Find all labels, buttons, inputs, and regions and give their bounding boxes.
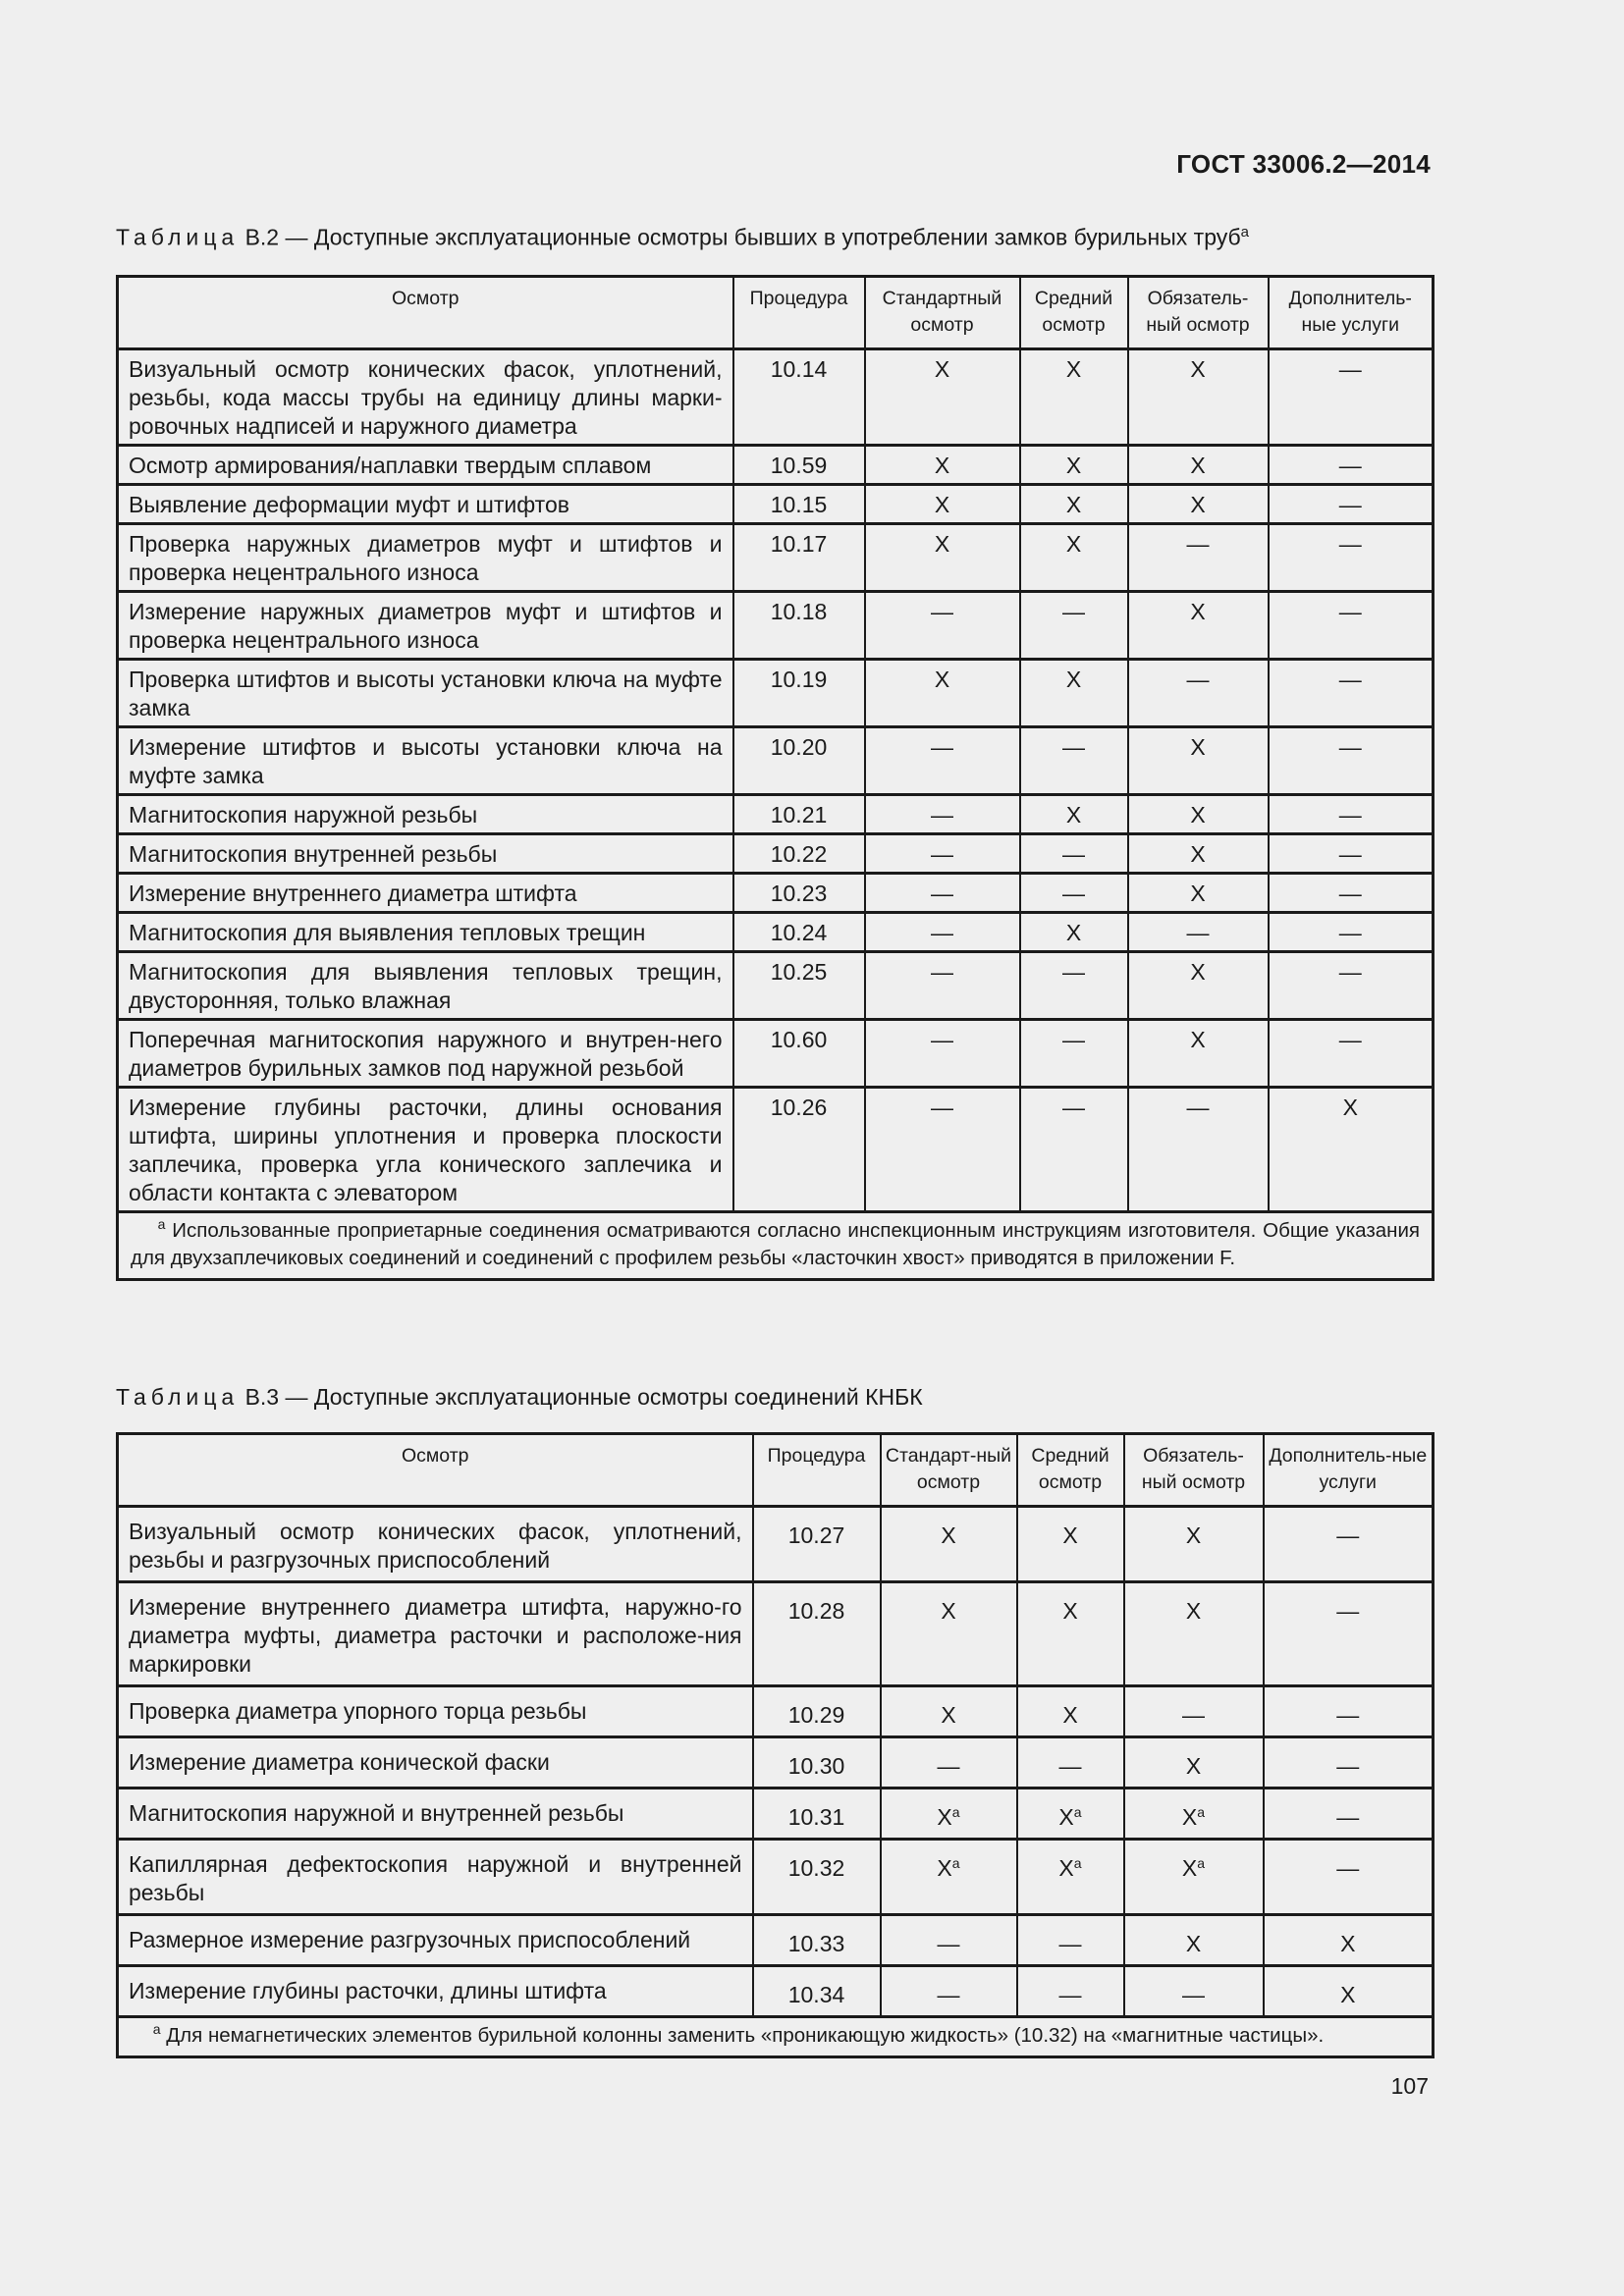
medium-cell: X xyxy=(1020,446,1128,485)
inspection-cell: Магнитоскопия для выявления тепловых трещин, двусторонняя, только влажная xyxy=(118,952,733,1020)
inspection-cell: Выявление деформации муфт и штифтов xyxy=(118,485,733,524)
procedure-cell: 10.15 xyxy=(733,485,865,524)
standard-cell: $X^а$ xyxy=(881,1840,1017,1915)
procedure-cell: 10.19 xyxy=(733,660,865,727)
document-header: ГОСТ 33006.2—2014 xyxy=(1176,149,1431,179)
standard-cell: — xyxy=(865,913,1020,952)
procedure-cell: 10.17 xyxy=(733,524,865,592)
column-header-inspection: Осмотр xyxy=(118,1434,753,1507)
mandatory-cell: X xyxy=(1128,795,1269,834)
table-b2-footnote xyxy=(118,1212,1434,1280)
standard-cell: — xyxy=(881,1966,1017,2017)
footnote-text: Использованные проприетарные соединения осматриваются согласно инспекционным инструкциям изготовителя. Общие указания для двухзаплечиковых соединений и соединений с профилем резьбы «ласточкин хвост» приводятся в приложении F. xyxy=(131,1219,1420,1269)
standard-cell: X xyxy=(865,446,1020,485)
procedure-cell: 10.21 xyxy=(733,795,865,834)
standard-cell: — xyxy=(865,1088,1020,1212)
table-b2-caption-footnote-mark: а xyxy=(1240,224,1250,240)
additional-cell: X xyxy=(1264,1915,1434,1966)
column-header-procedure: Процедура xyxy=(753,1434,881,1507)
inspection-cell: Магнитоскопия внутренней резьбы xyxy=(118,834,733,874)
mandatory-cell: X xyxy=(1128,874,1269,913)
inspection-cell: Магнитоскопия наружной и внутренней резьбы xyxy=(118,1789,753,1840)
medium-cell: — xyxy=(1020,834,1128,874)
procedure-cell: 10.60 xyxy=(733,1020,865,1088)
mandatory-cell: $X^а$ xyxy=(1124,1789,1264,1840)
table-b2-header-row xyxy=(118,277,1434,349)
medium-cell: — xyxy=(1020,727,1128,795)
table-row xyxy=(118,1686,1434,1737)
additional-cell: X xyxy=(1269,1088,1434,1212)
additional-cell: — xyxy=(1269,349,1434,446)
procedure-cell: 10.22 xyxy=(733,834,865,874)
procedure-cell: 10.18 xyxy=(733,592,865,660)
mandatory-cell: X xyxy=(1124,1507,1264,1582)
mandatory-cell: X xyxy=(1128,727,1269,795)
column-header-inspection: Осмотр xyxy=(118,277,733,349)
procedure-cell: 10.31 xyxy=(753,1789,881,1840)
column-header-procedure: Процедура xyxy=(733,277,865,349)
standard-cell: — xyxy=(881,1737,1017,1789)
table-b2-caption-label: Таблица xyxy=(116,224,240,250)
procedure-cell: 10.26 xyxy=(733,1088,865,1212)
mandatory-cell: — xyxy=(1128,913,1269,952)
mandatory-cell: X xyxy=(1128,485,1269,524)
procedure-cell: 10.30 xyxy=(753,1737,881,1789)
standard-cell: X xyxy=(865,349,1020,446)
table-b2-footnote-row xyxy=(118,1212,1434,1280)
procedure-cell: 10.24 xyxy=(733,913,865,952)
procedure-cell: 10.59 xyxy=(733,446,865,485)
table-b3-caption-text: В.3 — Доступные эксплуатационные осмотры соединений КНБК xyxy=(244,1384,923,1410)
table-row xyxy=(118,524,1434,592)
table-row xyxy=(118,1507,1434,1582)
mandatory-cell: — xyxy=(1124,1686,1264,1737)
procedure-cell: 10.32 xyxy=(753,1840,881,1915)
mandatory-cell: — xyxy=(1124,1966,1264,2017)
table-row xyxy=(118,592,1434,660)
mandatory-cell: X xyxy=(1124,1915,1264,1966)
table-row xyxy=(118,485,1434,524)
additional-cell: — xyxy=(1264,1507,1434,1582)
footnote-mark: а xyxy=(157,1216,166,1232)
table-b3-footnote-row xyxy=(118,2017,1434,2057)
mandatory-cell: X xyxy=(1128,592,1269,660)
table-b2 xyxy=(116,275,1435,1281)
footnote-mark: а xyxy=(152,2021,161,2037)
mandatory-cell: X xyxy=(1128,349,1269,446)
table-b3-footnote xyxy=(118,2017,1434,2057)
additional-cell: — xyxy=(1269,795,1434,834)
inspection-cell: Измерение внутреннего диаметра штифта, наружно-го диаметра муфты, диаметра расточки и расположе-ния маркировки xyxy=(118,1582,753,1686)
inspection-cell: Измерение глубины расточки, длины основания штифта, ширины уплотнения и проверка плоскости заплечика, проверка угла конического заплечика и области контакта с элеватором xyxy=(118,1088,733,1212)
standard-cell: X xyxy=(881,1507,1017,1582)
inspection-cell: Визуальный осмотр конических фасок, уплотнений, резьбы, кода массы трубы на единицу длины марки-ровочных надписей и наружного диаметра xyxy=(118,349,733,446)
medium-cell: — xyxy=(1020,1020,1128,1088)
medium-cell: — xyxy=(1020,952,1128,1020)
medium-cell: X xyxy=(1020,349,1128,446)
medium-cell: X xyxy=(1017,1582,1124,1686)
additional-cell: — xyxy=(1269,834,1434,874)
table-row xyxy=(118,834,1434,874)
additional-cell: — xyxy=(1264,1789,1434,1840)
medium-cell: — xyxy=(1020,1088,1128,1212)
column-header-standard: Стандартный осмотр xyxy=(865,277,1020,349)
column-header-medium: Средний осмотр xyxy=(1020,277,1128,349)
standard-cell: — xyxy=(865,874,1020,913)
additional-cell: — xyxy=(1269,524,1434,592)
procedure-cell: 10.33 xyxy=(753,1915,881,1966)
table-row xyxy=(118,1840,1434,1915)
standard-cell: X xyxy=(865,660,1020,727)
additional-cell: — xyxy=(1269,1020,1434,1088)
medium-cell: X xyxy=(1020,524,1128,592)
medium-cell: X xyxy=(1020,913,1128,952)
medium-cell: X xyxy=(1020,795,1128,834)
standard-cell: — xyxy=(881,1915,1017,1966)
table-row xyxy=(118,1789,1434,1840)
table-row xyxy=(118,1582,1434,1686)
table-row xyxy=(118,795,1434,834)
additional-cell: — xyxy=(1269,952,1434,1020)
medium-cell: X xyxy=(1017,1686,1124,1737)
standard-cell: $X^а$ xyxy=(881,1789,1017,1840)
additional-cell: X xyxy=(1264,1966,1434,2017)
mandatory-cell: $X^а$ xyxy=(1124,1840,1264,1915)
table-b3-header-row xyxy=(118,1434,1434,1507)
additional-cell: — xyxy=(1269,874,1434,913)
standard-cell: — xyxy=(865,592,1020,660)
medium-cell: — xyxy=(1017,1915,1124,1966)
table-row xyxy=(118,660,1434,727)
standard-cell: — xyxy=(865,727,1020,795)
inspection-cell: Поперечная магнитоскопия наружного и внутрен-него диаметров бурильных замков под наружной резьбой xyxy=(118,1020,733,1088)
table-row xyxy=(118,446,1434,485)
additional-cell: — xyxy=(1269,592,1434,660)
standard-cell: — xyxy=(865,834,1020,874)
table-row xyxy=(118,874,1434,913)
inspection-cell: Визуальный осмотр конических фасок, уплотнений, резьбы и разгрузочных приспособлений xyxy=(118,1507,753,1582)
procedure-cell: 10.23 xyxy=(733,874,865,913)
table-b3 xyxy=(116,1432,1435,2058)
procedure-cell: 10.20 xyxy=(733,727,865,795)
column-header-medium: Средний осмотр xyxy=(1017,1434,1124,1507)
procedure-cell: 10.34 xyxy=(753,1966,881,2017)
medium-cell: — xyxy=(1020,592,1128,660)
column-header-standard: Стандарт-ный осмотр xyxy=(881,1434,1017,1507)
inspection-cell: Проверка наружных диаметров муфт и штифтов и проверка нецентрального износа xyxy=(118,524,733,592)
additional-cell: — xyxy=(1269,660,1434,727)
mandatory-cell: X xyxy=(1128,1020,1269,1088)
footnote-text: Для немагнетических элементов бурильной колонны заменить «проникающую жидкость» (10.32) на «магнитные частицы». xyxy=(166,2024,1325,2047)
table-row xyxy=(118,1737,1434,1789)
medium-cell: — xyxy=(1020,874,1128,913)
table-row xyxy=(118,1088,1434,1212)
column-header-mandatory: Обязатель-ный осмотр xyxy=(1128,277,1269,349)
inspection-cell: Измерение диаметра конической фаски xyxy=(118,1737,753,1789)
additional-cell: — xyxy=(1264,1686,1434,1737)
additional-cell: — xyxy=(1264,1840,1434,1915)
medium-cell: $X^а$ xyxy=(1017,1840,1124,1915)
column-header-additional: Дополнитель-ные услуги xyxy=(1269,277,1434,349)
inspection-cell: Измерение глубины расточки, длины штифта xyxy=(118,1966,753,2017)
additional-cell: — xyxy=(1264,1737,1434,1789)
table-b2-caption xyxy=(116,224,1249,251)
medium-cell: $X^а$ xyxy=(1017,1789,1124,1840)
additional-cell: — xyxy=(1269,485,1434,524)
inspection-cell: Измерение наружных диаметров муфт и штифтов и проверка нецентрального износа xyxy=(118,592,733,660)
mandatory-cell: — xyxy=(1128,660,1269,727)
mandatory-cell: X xyxy=(1128,834,1269,874)
standard-cell: X xyxy=(865,524,1020,592)
procedure-cell: 10.29 xyxy=(753,1686,881,1737)
inspection-cell: Проверка штифтов и высоты установки ключа на муфте замка xyxy=(118,660,733,727)
inspection-cell: Размерное измерение разгрузочных приспособлений xyxy=(118,1915,753,1966)
column-header-mandatory: Обязатель-ный осмотр xyxy=(1124,1434,1264,1507)
standard-cell: X xyxy=(881,1686,1017,1737)
inspection-cell: Осмотр армирования/наплавки твердым сплавом xyxy=(118,446,733,485)
procedure-cell: 10.27 xyxy=(753,1507,881,1582)
procedure-cell: 10.25 xyxy=(733,952,865,1020)
inspection-cell: Магнитоскопия для выявления тепловых трещин xyxy=(118,913,733,952)
standard-cell: — xyxy=(865,1020,1020,1088)
table-row xyxy=(118,1020,1434,1088)
inspection-cell: Капиллярная дефектоскопия наружной и внутренней резьбы xyxy=(118,1840,753,1915)
mandatory-cell: X xyxy=(1128,952,1269,1020)
medium-cell: — xyxy=(1017,1737,1124,1789)
page-number: 107 xyxy=(1390,2073,1429,2099)
table-row xyxy=(118,349,1434,446)
medium-cell: X xyxy=(1020,660,1128,727)
standard-cell: X xyxy=(865,485,1020,524)
table-b2-caption-text: В.2 — Доступные эксплуатационные осмотры бывших в употреблении замков бурильных труб xyxy=(244,224,1241,250)
additional-cell: — xyxy=(1269,446,1434,485)
table-b3-caption xyxy=(116,1384,923,1411)
standard-cell: — xyxy=(865,795,1020,834)
table-b3-caption-label: Таблица xyxy=(116,1384,240,1410)
inspection-cell: Магнитоскопия наружной резьбы xyxy=(118,795,733,834)
additional-cell: — xyxy=(1269,913,1434,952)
standard-cell: — xyxy=(865,952,1020,1020)
standard-cell: X xyxy=(881,1582,1017,1686)
medium-cell: X xyxy=(1017,1507,1124,1582)
inspection-cell: Измерение внутреннего диаметра штифта xyxy=(118,874,733,913)
table-row xyxy=(118,952,1434,1020)
table-row xyxy=(118,1915,1434,1966)
table-row xyxy=(118,727,1434,795)
additional-cell: — xyxy=(1264,1582,1434,1686)
mandatory-cell: — xyxy=(1128,524,1269,592)
inspection-cell: Проверка диаметра упорного торца резьбы xyxy=(118,1686,753,1737)
table-row xyxy=(118,1966,1434,2017)
inspection-cell: Измерение штифтов и высоты установки ключа на муфте замка xyxy=(118,727,733,795)
procedure-cell: 10.28 xyxy=(753,1582,881,1686)
additional-cell: — xyxy=(1269,727,1434,795)
mandatory-cell: X xyxy=(1124,1582,1264,1686)
mandatory-cell: — xyxy=(1128,1088,1269,1212)
mandatory-cell: X xyxy=(1124,1737,1264,1789)
medium-cell: — xyxy=(1017,1966,1124,2017)
medium-cell: X xyxy=(1020,485,1128,524)
procedure-cell: 10.14 xyxy=(733,349,865,446)
mandatory-cell: X xyxy=(1128,446,1269,485)
table-row xyxy=(118,913,1434,952)
column-header-additional: Дополнитель-ные услуги xyxy=(1264,1434,1434,1507)
